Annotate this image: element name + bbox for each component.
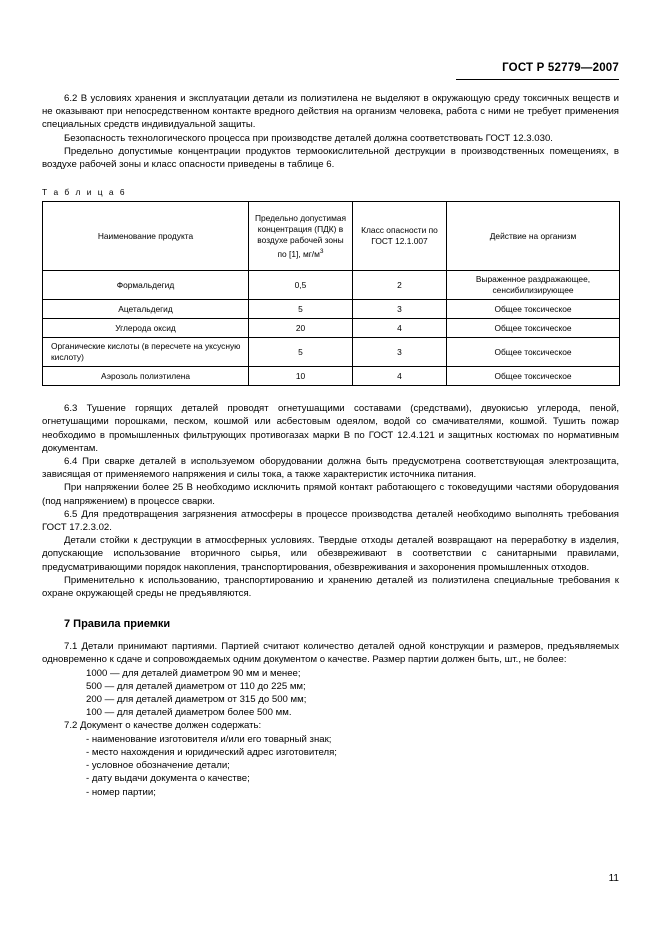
cell-action: Общее токсическое — [447, 319, 620, 338]
cell-pdk: 0,5 — [249, 271, 353, 300]
cell-class: 3 — [353, 300, 447, 319]
cell-product: Углерода оксид — [43, 319, 249, 338]
col-header-pdk — [249, 202, 353, 271]
paragraph-pdk-intro: Предельно допустимые концентрации продуктов термоокислительной деструкции в производственных помещениях, в воздухе рабочей зоны и класс опасности приведены в таблице 6. — [42, 145, 619, 171]
page-number: 11 — [608, 873, 619, 884]
cell-product: Органические кислоты (в пересчете на уксусную кислоту) — [43, 338, 249, 367]
cell-product: Аэрозоль полиэтилена — [43, 367, 249, 386]
paragraph-voltage: При напряжении более 25 В необходимо исключить прямой контакт работающего с токоведущими частями оборудования (под напряжением) в процессе сварки. — [42, 482, 619, 507]
list-item: - место нахождения и юридический адрес изготовителя; — [86, 746, 337, 758]
after-table-block — [42, 402, 619, 600]
pdk-table — [42, 201, 620, 386]
table-header-row — [43, 202, 620, 271]
cell-action: Выраженное раздражающее, сенсибилизирующее — [447, 271, 620, 300]
cell-product: Формальдегид — [43, 271, 249, 300]
paragraph-6-3: 6.3 Тушение горящих деталей проводят огнетушащими составами (средствами), двуокисью углерода, пеной, огнетушащими порошками, песком, кошмой или асбестовым одеялом, водой со смачивателями, кошмой. Тушить пожар необходимо в промышленных фильтрующих противогазах марки В по ГОСТ 12.4.121 и защитных костюмах по нормативным документам. — [42, 403, 619, 454]
paragraph-waste: Детали стойки к деструкции в атмосферных условиях. Твердые отходы деталей возвращают на переработку в изделия, допускающие использование вторичного сырья, или обезвреживают в соответствии с санитарными правилами, предусматривающими порядок накопления, транспортирования, обезвреживания и захоронения промышленных отходов. — [42, 535, 619, 573]
col-header-class: Класс опасности по ГОСТ 12.1.007 — [353, 202, 447, 271]
paragraph-6-5: 6.5 Для предотвращения загрязнения атмосферы в процессе производства деталей необходимо выполнять требования ГОСТ 17.2.3.02. — [42, 508, 619, 534]
cell-class: 3 — [353, 338, 447, 367]
paragraph-6-2: 6.2 В условиях хранения и эксплуатации детали из полиэтилена не выделяют в окружающую среду токсичных веществ и не оказывают при непосредственном контакте вредного действия на организм человека, работа с ними не требует применения специальных средств индивидуальной защиты. — [42, 93, 619, 131]
paragraph-environment: Применительно к использованию, транспортированию и хранению деталей из полиэтилена специальные требования к охране окружающей среды не предъявляются. — [42, 574, 619, 600]
page-header: ГОСТ Р 52779—2007 — [502, 62, 619, 74]
cell-pdk: 10 — [249, 367, 353, 386]
list-item: 500 — для деталей диаметром от 110 до 225 мм; — [86, 680, 306, 692]
cell-class: 4 — [353, 319, 447, 338]
table-row — [43, 300, 620, 319]
cell-action: Общее токсическое — [447, 300, 620, 319]
list-item: 200 — для деталей диаметром от 315 до 500 мм; — [86, 694, 307, 706]
table-row — [43, 271, 620, 300]
list-item: - номер партии; — [86, 786, 156, 798]
cell-class: 4 — [353, 367, 447, 386]
col-header-action: Действие на организм — [447, 202, 620, 271]
list-item: 100 — для деталей диаметром более 500 мм. — [86, 707, 292, 719]
cell-action: Общее токсическое — [447, 367, 620, 386]
list-item: - дату выдачи документа о качестве; — [86, 773, 250, 785]
cell-pdk: 20 — [249, 319, 353, 338]
col-header-pdk-text: Предельно допустимая концентрация (ПДК) в воздухе рабочей зоны по [1], мг/м — [254, 212, 347, 259]
cell-action: Общее токсическое — [447, 338, 620, 367]
section-title-7: 7 Правила приемки — [64, 618, 171, 631]
table-caption: Т а б л и ц а 6 — [42, 187, 127, 198]
list-item: - условное обозначение детали; — [86, 760, 230, 772]
paragraph-6-4: 6.4 При сварке деталей в используемом оборудовании должна быть предусмотрена соответствующая электрозащита, зависящая от применяемого напряжения и силы тока, а также характеристик источника питания. — [42, 456, 619, 481]
cell-pdk: 5 — [249, 300, 353, 319]
page-content — [42, 92, 619, 799]
table-head — [43, 202, 620, 271]
col-header-product: Наименование продукта — [43, 202, 249, 271]
cell-class: 2 — [353, 271, 447, 300]
table-row — [43, 367, 620, 386]
table-row — [43, 319, 620, 338]
header-rule — [456, 79, 619, 80]
list-item: 1000 — для деталей диаметром 90 мм и менее; — [86, 667, 301, 679]
col-header-pdk-sup: 3 — [319, 247, 324, 255]
paragraph-safety-process: Безопасность технологического процесса при производстве деталей должна соответствовать ГОСТ 12.3.030. — [64, 132, 553, 144]
paragraph-7-1: 7.1 Детали принимают партиями. Партией считают количество деталей одной конструкции и размеров, предъявляемых одновременно к сдаче и сопровождаемых одним документом о качестве. Размер партии должен быть, шт., не более: — [42, 641, 619, 666]
cell-product: Ацетальдегид — [43, 300, 249, 319]
paragraph-7-2: 7.2 Документ о качестве должен содержать: — [64, 720, 262, 732]
table-row — [43, 338, 620, 367]
list-item: - наименование изготовителя и/или его товарный знак; — [86, 733, 332, 745]
cell-pdk: 5 — [249, 338, 353, 367]
table-body — [43, 271, 620, 386]
